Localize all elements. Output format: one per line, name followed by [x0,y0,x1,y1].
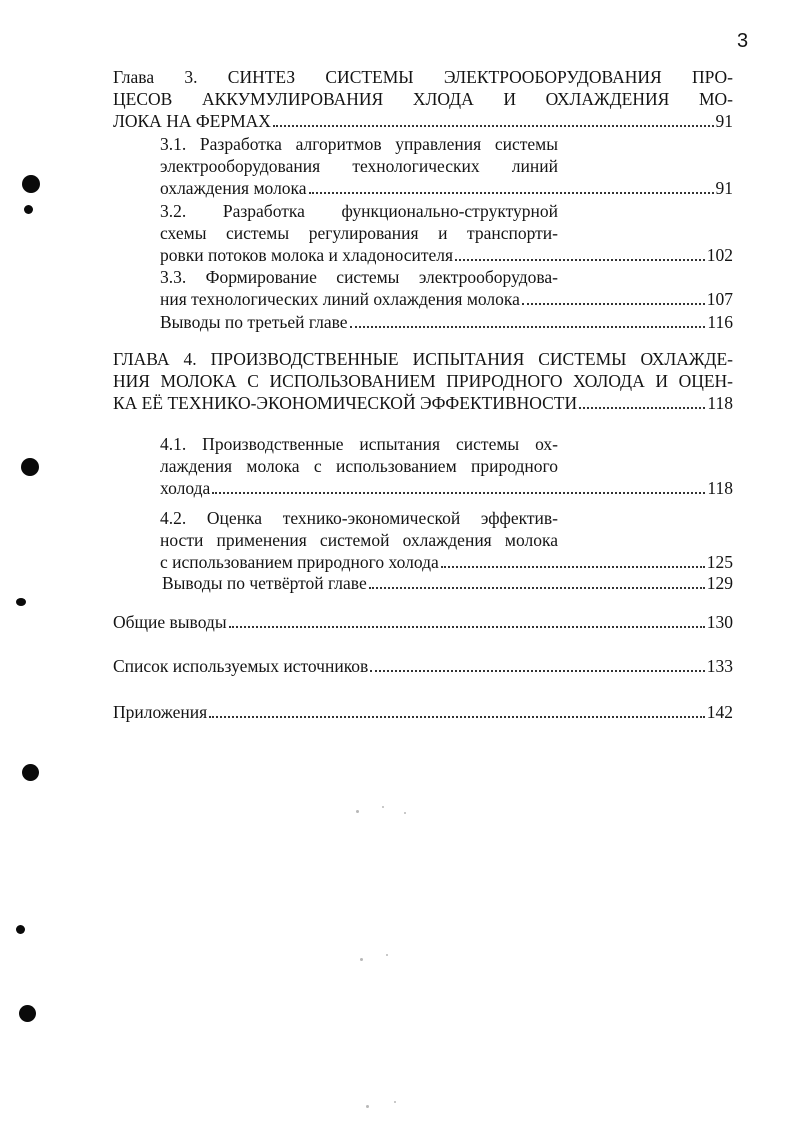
dot-leader [369,587,705,589]
toc-entry-last-line [113,110,733,132]
toc-entry-text: Выводы по третьей главе [160,312,348,332]
toc-entry-text: Выводы по четвёртой главе [162,573,367,593]
toc-page-number: 118 [707,393,733,413]
punch-hole [24,205,33,214]
toc-page-number: 107 [706,289,733,309]
dot-leader [273,125,714,127]
toc-entry-last-line [160,288,733,310]
toc-entry-text: с использованием природного холода [160,552,439,572]
toc-entry-last-line [113,701,733,723]
toc-entry-text: Приложения [113,702,208,722]
toc-line: лаждения молока с использованием природного [160,456,558,476]
toc-entry-last-line [160,311,733,333]
scan-speck [404,812,406,814]
toc-line: 3.2. Разработка функционально-структурной [160,201,558,221]
scan-speck [382,806,384,808]
toc-references[interactable] [113,655,733,677]
dot-leader [441,566,705,568]
toc-page-number: 125 [706,552,733,572]
toc-entry-text: Общие выводы [113,612,227,632]
dot-leader [455,259,705,261]
toc-line: ности применения системой охлаждения молока [160,530,558,550]
toc-line: Глава 3. СИНТЕЗ СИСТЕМЫ ЭЛЕКТРООБОРУДОВАНИЯ ПРО- [113,67,733,87]
toc-entry-last-line [113,611,733,633]
toc-line: 3.1. Разработка алгоритмов управления системы [160,134,558,154]
toc-page-number: 91 [715,111,733,131]
toc-line: 3.3. Формирование системы электрооборудова- [160,267,558,287]
dot-leader [209,716,705,718]
toc-line: ГЛАВА 4. ПРОИЗВОДСТВЕННЫЕ ИСПЫТАНИЯ СИСТЕМЫ ОХЛАЖДЕ- [113,349,733,369]
toc-line: НИЯ МОЛОКА С ИСПОЛЬЗОВАНИЕМ ПРИРОДНОГО ХОЛОДА И ОЦЕН- [113,371,733,391]
toc-page-number: 129 [706,573,733,593]
toc-entry-text: ния технологических линий охлаждения молока [160,289,520,309]
toc-entry-last-line [160,477,733,499]
scan-speck [360,958,363,961]
toc-line: 4.1. Производственные испытания системы ох- [160,434,558,454]
toc-page-number: 116 [707,312,733,332]
toc-line: схемы системы регулирования и транспорти- [160,223,558,243]
toc-conclusions-chapter-4[interactable] [162,572,733,594]
toc-section-4-2[interactable] [160,507,733,573]
toc-entry-text: КА ЕЁ ТЕХНИКО-ЭКОНОМИЧЕСКОЙ ЭФФЕКТИВНОСТИ [113,393,578,413]
dot-leader [350,326,706,328]
toc-entry-last-line [160,244,733,266]
dot-leader [309,192,714,194]
toc-line: ЦЕСОВ АККУМУЛИРОВАНИЯ ХЛОДА И ОХЛАЖДЕНИЯ МО- [113,89,733,109]
toc-entry-last-line [160,551,733,573]
toc-line: электрооборудования технологических линий [160,156,558,176]
toc-chapter-4[interactable] [113,348,733,414]
scan-speck [366,1105,369,1108]
toc-entry-text: Список используемых источников [113,656,369,676]
toc-entry-text: охлаждения молока [160,178,307,198]
toc-entry-text: холода [160,478,211,498]
toc-section-3-2[interactable] [160,200,733,266]
toc-line: 4.2. Оценка технико-экономической эффектив- [160,508,558,528]
punch-hole [22,175,40,193]
toc-entry-last-line [162,572,733,594]
toc-general-conclusions[interactable] [113,611,733,633]
punch-hole [19,1005,36,1022]
dot-leader [229,626,705,628]
toc-entry-last-line [160,177,733,199]
punch-hole [16,925,25,934]
dot-leader [579,407,705,409]
toc-section-3-3[interactable] [160,266,733,310]
toc-page-number: 118 [707,478,733,498]
punch-hole [16,598,26,606]
dot-leader [212,492,705,494]
scan-speck [356,810,359,813]
toc-page-number: 102 [706,245,733,265]
page-number: 3 [737,30,749,52]
dot-leader [370,670,704,672]
toc-entry-text: ровки потоков молока и хладоносителя [160,245,454,265]
toc-page-number: 142 [706,702,733,722]
toc-entry-last-line [113,655,733,677]
scan-speck [394,1101,396,1103]
toc-chapter-3[interactable] [113,66,733,132]
toc-page-number: 130 [706,612,733,632]
scan-speck [386,954,388,956]
toc-entry-last-line [113,392,733,414]
toc-page-number: 133 [706,656,733,676]
toc-section-3-1[interactable] [160,133,733,199]
toc-section-4-1[interactable] [160,433,733,499]
toc-page-number: 91 [715,178,733,198]
dot-leader [522,303,705,305]
punch-hole [21,458,39,476]
toc-appendices[interactable] [113,701,733,723]
toc-conclusions-chapter-3[interactable] [160,311,733,333]
punch-hole [22,764,39,781]
toc-entry-text: ЛОКА НА ФЕРМАХ [113,111,271,131]
